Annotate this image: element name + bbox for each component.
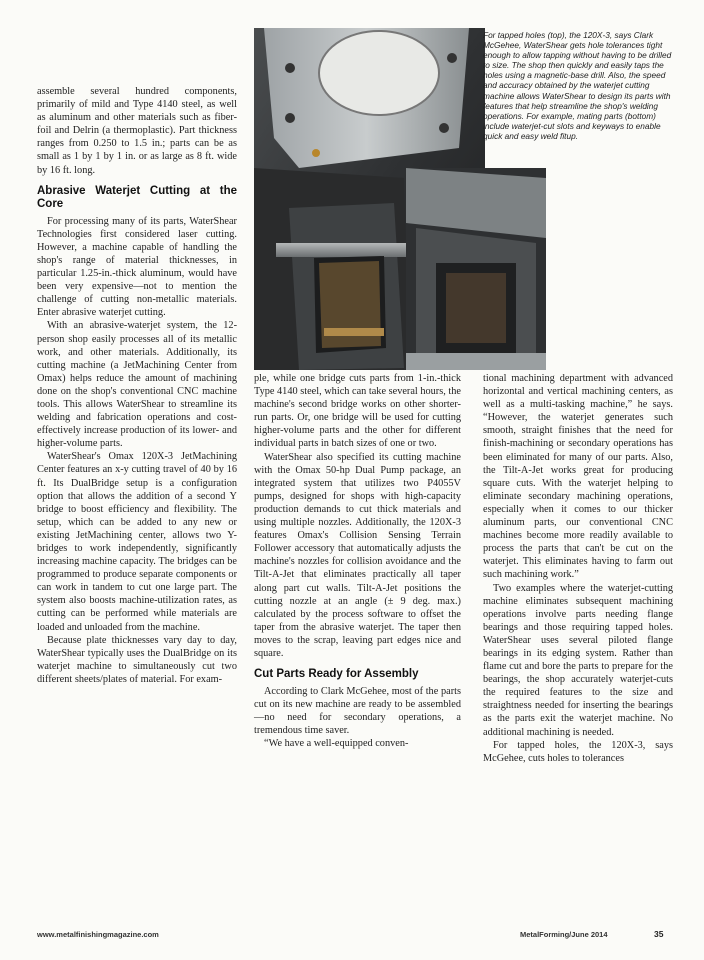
paragraph: According to Clark McGehee, most of the parts cut on its new machine are ready to be assembled—no need for secondary operations, a tremendous time saver.	[254, 686, 461, 737]
column-2	[254, 372, 461, 751]
paragraph: For processing many of its parts, WaterShear Technologies first considered laser cutting. However, a machine capable of handling the shop's range of material thicknesses, in particular 1.25-in.-thick aluminum, would have been very expensive—not to mention the challenge of cutting non-metallic materials. Enter abrasive waterjet cutting.	[37, 215, 237, 319]
paragraph: tional machining department with advanced horizontal and vertical machining centers, as well as a multi-tasking machine,” he says. “However, the waterjet generates such smooth, straight finishes that the need for finish-machining or secondary operations has been eliminated for many of our parts. Also, the Tilt-A-Jet works great for producing square cuts. With the waterjet helping to eliminate secondary machining operations, especially when it comes to our thicker aluminum parts, our conventional CNC machines become more readily available to process the parts that can't be cut on the waterjet. This eliminates having to farm out such machining work.”	[483, 373, 673, 581]
paragraph: “We have a well-equipped conven-	[264, 738, 409, 750]
caption-text: For tapped holes (top), the 120X-3, says Clark McGehee, WaterShear gets hole tolerances tight enough to allow tapping without having to be drilled to size. The shop then quickly and easily taps the holes using a magnetic-base drill. Also, the speed and accuracy obtained by the waterjet cutting machine allows WaterShear to design its parts with features that help streamline the shop's welding operations. For example, mating parts (bottom) include waterjet-cut slots and keyways to enable quick and easy weld fitup.	[483, 30, 672, 141]
paragraph: assemble several hundred components, primarily of mild and Type 4140 steel, as well as aluminum and other materials such as fiber-foil and Delrin (a thermoplastic). Part thickness ranges from 0.250 to 1.5 in.; parts can be as small as 1 by 1 by 1 in. or as large as 8 ft. wide by 16 ft. long.	[37, 86, 237, 176]
paragraph: For tapped holes, the 120X-3, says McGehee, cuts holes to tolerances	[483, 739, 673, 764]
photo-slotted-parts	[406, 168, 546, 370]
footer-website: www.metalfinishingmagazine.com	[37, 930, 159, 939]
paragraph: With an abrasive-waterjet system, the 12-person shop easily processes all of its metallic work, and other materials. Additionally, its cutting machine (a JetMachining Center from Omax) helps reduce the amount of machining done on the shop's conventional CNC machine tools. This allows WaterShear to streamline its welding and fabrication operations and cost-effectively increase production of its lower- and higher-volume parts.	[37, 320, 237, 450]
section-heading: Abrasive Waterjet Cutting at the Core	[37, 184, 237, 210]
column-1	[37, 85, 237, 686]
paragraph: Because plate thicknesses vary day to day, WaterShear typically uses the DualBridge on its waterjet machine to simultaneously cut two different sheets/plates of material. For exam-	[37, 634, 237, 685]
section-heading: Cut Parts Ready for Assembly	[254, 668, 419, 681]
page-number: 35	[654, 929, 664, 939]
paragraph: WaterShear also specified its cutting machine with the Omax 50-hp Dual Pump package, an integrated system that utilizes two P4055V pumps, designed for shops with high-capacity production demands to cut thick materials and using multiple nozzles. Additionally, the 120X-3 features Omax's Collision Sensing Terrain Follower accessory that automatically adjusts the machine's nozzles for collision avoidance and the Tilt-A-Jet that eliminates practically all taper along part cut walls. Tilt-A-Jet positions the cutting nozzle at an angle (± 9 deg. max.) calculated by the process software to offset the taper from the abrasive waterjet. The taper then moves to the scrap, leaving part edges nice and square.	[254, 451, 461, 659]
paragraph: WaterShear's Omax 120X-3 JetMachining Center features an x-y cutting travel of 40 by 16 ft. Its DualBridge setup is a configuration option that allows the addition of a second Y bridge to boost efficiency and flexibility. The setup, which can be added to any new or existing JetMachining center, allows two Y-bridges to work independently, significantly increasing machine capacity. The bridges can be programmed to produce separate components or can work in tandem to cut one large part. The system also boosts machine-utilization rates, as cutting can be performed while materials are loaded and unloaded from the machine.	[37, 451, 237, 633]
footer-issue: MetalForming/June 2014	[520, 930, 608, 939]
photo-caption	[483, 30, 673, 141]
paragraph: Two examples where the waterjet-cutting machine eliminates subsequent machining operations involve parts needing flange bearings and those requiring tapped holes. WaterShear uses several piloted flange bearings in its edging system. Rather than flame cut and bore the parts to prepare for the bearings, the shop accurately waterjet-cuts the required features to the size and straightness needed for inserting the bearings as the parts exit the waterjet machine. No additional machining is needed.	[483, 582, 673, 738]
paragraph: ple, while one bridge cuts parts from 1-in.-thick Type 4140 steel, which can take several hours, the machine's second bridge works on other shorter-run parts. Or, one bridge will be used for cutting higher-volume parts and the other for different individual parts in batch sizes of one or two.	[254, 373, 461, 450]
column-3	[483, 372, 673, 765]
